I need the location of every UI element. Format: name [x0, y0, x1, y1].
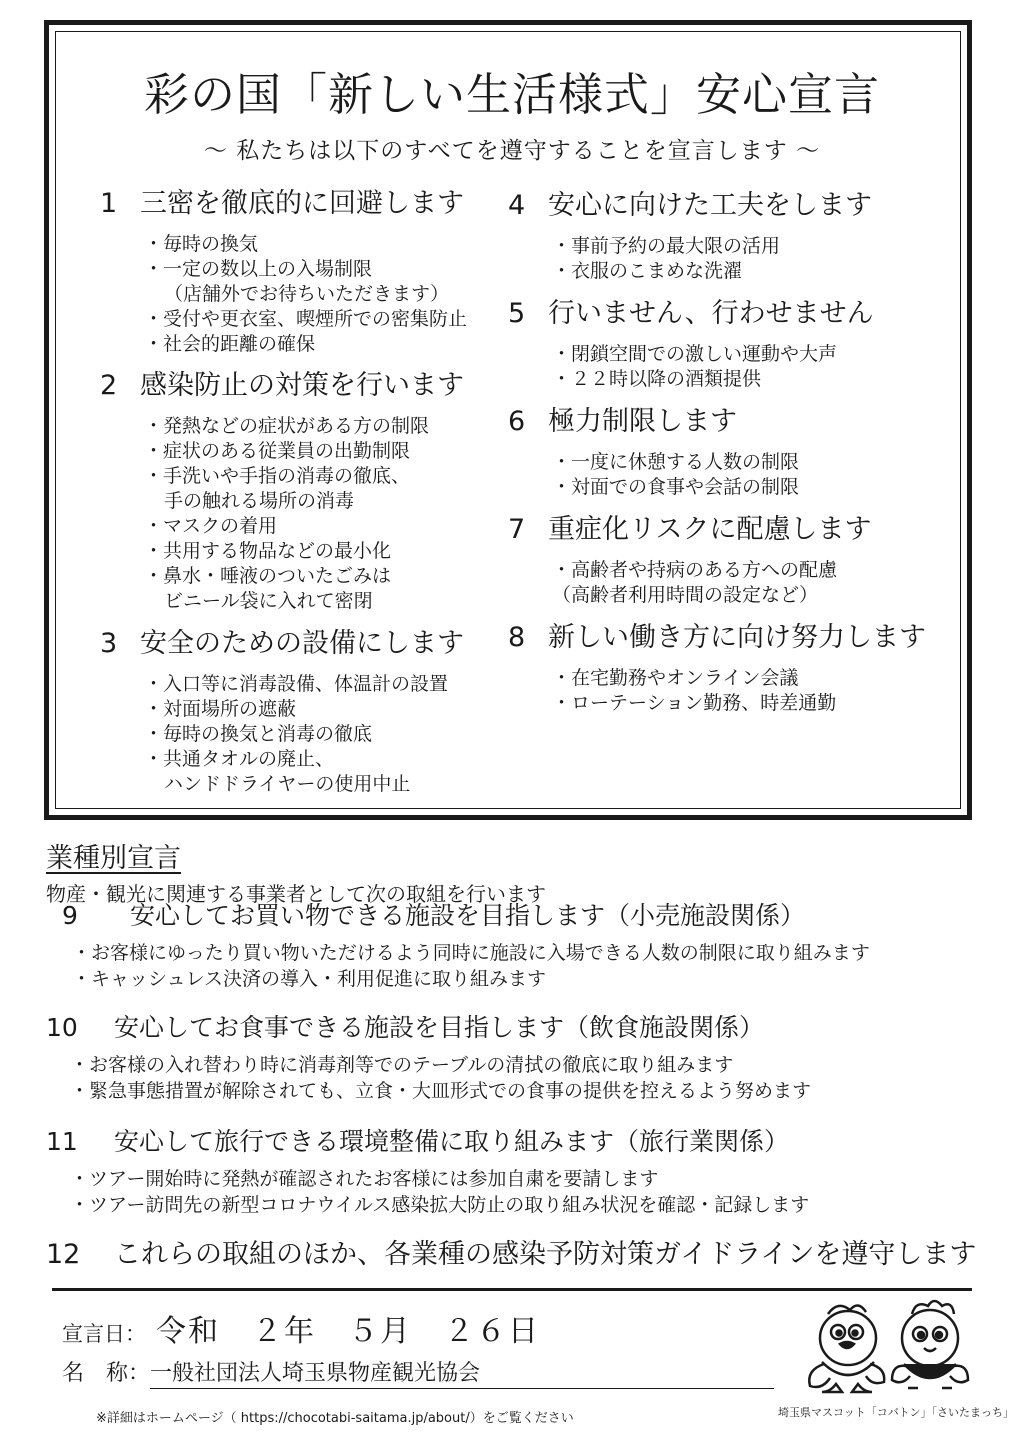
industry-title: 業種別宣言 [46, 843, 181, 874]
section-6 [508, 404, 799, 500]
list-item: ・毎時の換気 [144, 233, 259, 255]
section-number: 7 [508, 514, 526, 545]
list-item: ・キャッシュレス決済の導入・利用促進に取り組みます [72, 968, 547, 990]
section-number: 1 [100, 188, 118, 219]
industry-section-12 [46, 1232, 976, 1271]
divider [150, 1388, 774, 1389]
section-heading: 安全のための設備にします [140, 628, 464, 659]
section-3 [100, 626, 464, 797]
list-item: ビニール袋に入れて密閉 [164, 590, 373, 612]
list-item: ・入口等に消毒設備、体温計の設置 [144, 673, 449, 695]
section-number: 11 [46, 1127, 78, 1156]
list-item: ・一定の数以上の入場制限 [144, 258, 373, 280]
page-title: 彩の国「新しい生活様式」安心宣言 [143, 68, 880, 121]
homepage-note: ※詳細はホームページ（ https://chocotabi-saitama.jp/about/）をご覧ください [96, 1411, 574, 1426]
section-1 [100, 186, 467, 357]
list-item: 手の触れる場所の消毒 [164, 490, 355, 512]
list-item: ・鼻水・唾液のついたごみは [144, 565, 392, 587]
section-heading: 重症化リスクに配慮します [548, 514, 872, 545]
section-number: 3 [100, 628, 118, 659]
list-item: （高齢者利用時間の設定など） [552, 584, 819, 606]
section-number: 10 [46, 1013, 78, 1042]
list-item: ・ツアー訪問先の新型コロナウイルス感染拡大防止の取り組み状況を確認・記録します [70, 1194, 810, 1216]
section-number: 6 [508, 406, 526, 437]
list-item: ・衣服のこまめな洗濯 [552, 260, 743, 282]
section-number: 12 [46, 1239, 81, 1270]
section-number: 8 [508, 622, 526, 653]
list-item: ・共用する物品などの最小化 [144, 540, 392, 562]
industry-section-11 [46, 1124, 809, 1218]
section-number: 9 [62, 901, 78, 930]
list-item: ・閉鎖空間での激しい運動や大声 [552, 343, 838, 365]
industry-section-9 [62, 898, 870, 992]
section-number: 5 [508, 298, 526, 329]
list-item: ・症状のある従業員の出勤制限 [144, 440, 411, 462]
list-item: ・在宅勤務やオンライン会議 [552, 667, 799, 689]
list-item: ・対面での食事や会話の制限 [552, 476, 800, 498]
page-subtitle: ～ 私たちは以下のすべてを遵守することを宣言します ～ [203, 138, 821, 164]
list-item: ・マスクの着用 [144, 515, 278, 537]
section-8 [508, 620, 926, 716]
list-item: ・共通タオルの廃止、 [144, 748, 335, 770]
section-heading: 行いません、行わせません [548, 298, 874, 329]
list-item: ・受付や更衣室、喫煙所での密集防止 [144, 308, 468, 330]
list-item: ・お客様の入れ替わり時に消毒剤等でのテーブルの清拭の徹底に取り組みます [70, 1054, 734, 1076]
section-heading: 感染防止の対策を行います [140, 370, 464, 401]
section-heading: 極力制限します [548, 406, 737, 437]
declaration-date [62, 1306, 540, 1350]
mascot-caption: 埼玉県マスコット「コバトン」「さいたまっち」 [778, 1406, 1015, 1419]
list-item: ・対面場所の遮蔽 [144, 698, 297, 720]
list-item: ・事前予約の最大限の活用 [552, 235, 781, 257]
list-item: ・一度に休憩する人数の制限 [552, 451, 800, 473]
list-item: ・高齢者や持病のある方への配慮 [552, 559, 838, 581]
section-heading: 安心してお買い物できる施設を目指します（小売施設関係） [130, 901, 806, 930]
organization-name: 名 称：一般社団法人埼玉県物産観光協会 [62, 1361, 481, 1386]
section-heading: 安心に向けた工夫をします [548, 190, 872, 221]
section-number: 2 [100, 370, 118, 401]
section-5 [508, 296, 874, 392]
date-value: 令和 ２年 ５月 ２６日 [156, 1314, 540, 1349]
section-number: 4 [508, 190, 526, 221]
section-heading: 安心して旅行できる環境整備に取り組みます（旅行業関係） [114, 1127, 790, 1156]
list-item: ・緊急事態措置が解除されても、立食・大皿形式での食事の提供を控えるよう努めます [70, 1080, 812, 1102]
industry-section-10 [46, 1010, 811, 1104]
section-2 [100, 368, 464, 614]
list-item: ハンドドライヤーの使用中止 [164, 773, 411, 795]
section-heading: 新しい働き方に向け努力します [548, 622, 926, 653]
list-item: ・手洗いや手指の消毒の徹底、 [144, 465, 411, 487]
list-item: ・毎時の換気と消毒の徹底 [144, 723, 373, 745]
section-heading: これらの取組のほか、各業種の感染予防対策ガイドラインを遵守します [114, 1239, 977, 1270]
list-item: ・２２時以降の酒類提供 [552, 368, 762, 390]
list-item: ・ツアー開始時に発熱が確認されたお客様には参加自粛を要請します [70, 1168, 659, 1190]
list-item: ・ローテーション勤務、時差通勤 [552, 692, 837, 714]
date-label: 宣言日： [62, 1322, 146, 1346]
industry-intro: 物産・観光に関連する事業者として次の取組を行います [46, 882, 546, 906]
section-heading: 三密を徹底的に回避します [140, 188, 464, 219]
divider [52, 1288, 972, 1291]
list-item: ・お客様にゆったり買い物いただけるよう同時に施設に入場できる人数の制限に取り組みます [72, 942, 870, 964]
list-item: （店舗外でお待ちいただきます） [164, 283, 450, 305]
mascot-illustration [800, 1298, 980, 1398]
section-heading: 安心してお食事できる施設を目指します（飲食施設関係） [114, 1013, 765, 1042]
list-item: ・社会的距離の確保 [144, 333, 316, 355]
list-item: ・発熱などの症状がある方の制限 [144, 415, 430, 437]
section-4 [508, 188, 872, 284]
section-7 [508, 512, 871, 608]
